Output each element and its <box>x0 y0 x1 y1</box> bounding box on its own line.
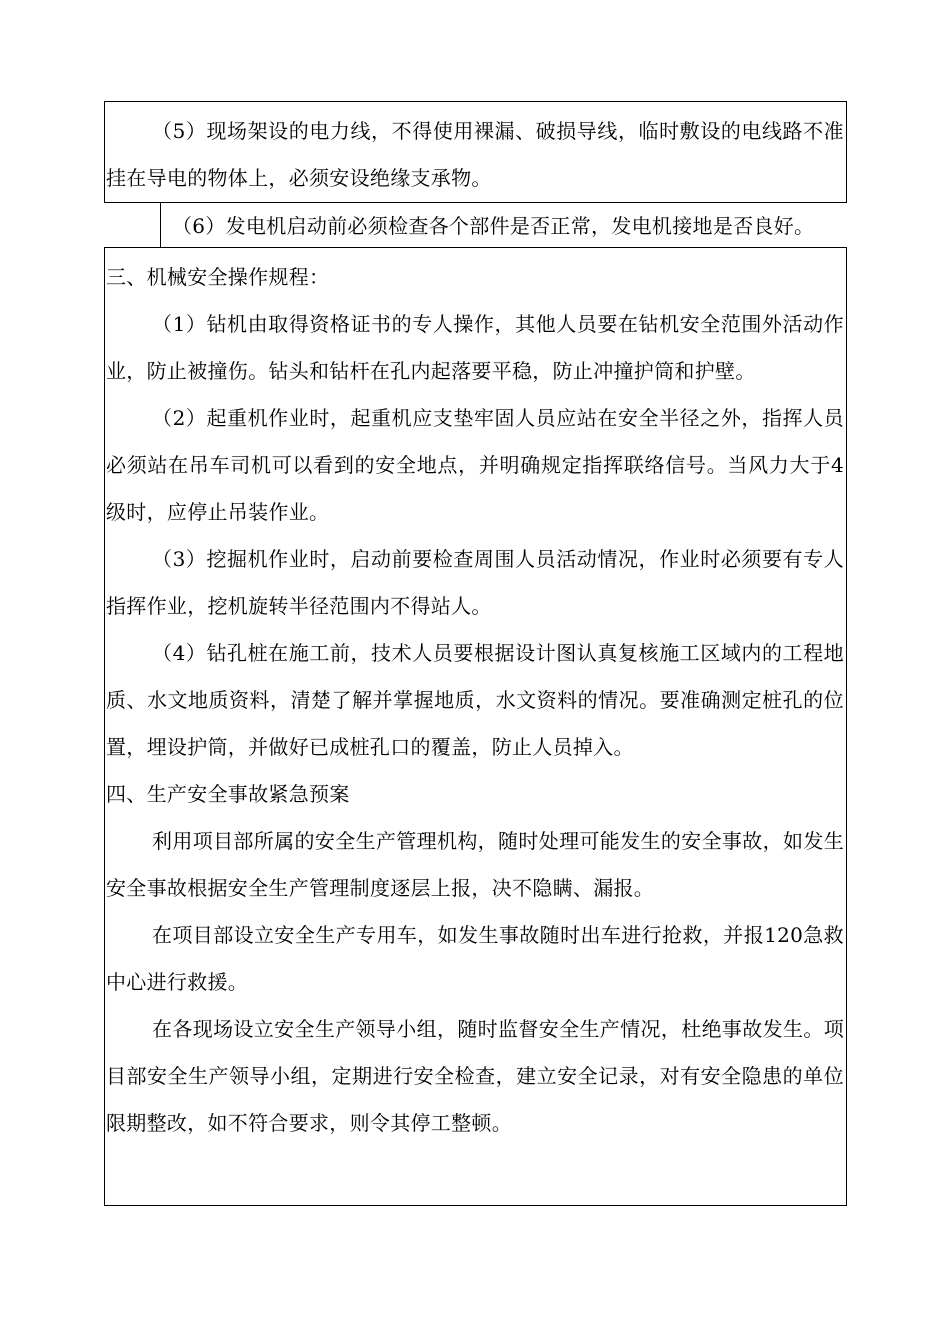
electric-item-6-cell <box>172 203 852 250</box>
electric-item-5: （5）现场架设的电力线，不得使用裸漏、破损导线，临时敷设的电线路不准挂在导电的物体上，必须安设绝缘支承物。 <box>106 119 844 190</box>
table-border-bottom <box>104 1205 847 1206</box>
section-3-item-3: （3）挖掘机作业时，启动前要检查周围人员活动情况，作业时必须要有专人指挥作业，挖机旋转半径范围内不得站人。 <box>106 547 844 618</box>
table-border-right-lower <box>846 247 847 1206</box>
electric-item-6: （6）发电机启动前必须检查各个部件是否正常，发电机接地是否良好。 <box>172 214 815 238</box>
electric-item-5-cell <box>106 108 844 202</box>
main-content-cell <box>106 254 844 1147</box>
section-3-heading: 三、机械安全操作规程： <box>106 265 330 289</box>
table-border-left-lower <box>104 247 105 1206</box>
table-inner-left-border <box>160 202 161 248</box>
section-4-paragraph-3: 在各现场设立安全生产领导小组，随时监督安全生产情况，杜绝事故发生。项目部安全生产领导小组，定期进行安全检查，建立安全记录，对有安全隐患的单位限期整改，如不符合要求，则令其停工整顿。 <box>106 1017 844 1135</box>
table-border-left-upper <box>104 101 105 203</box>
section-4-paragraph-2: 在项目部设立安全生产专用车，如发生事故随时出车进行抢救，并报120急救中心进行救援。 <box>106 923 844 994</box>
table-border-right-upper <box>846 101 847 203</box>
section-3-item-4: （4）钻孔桩在施工前，技术人员要根据设计图认真复核施工区域内的工程地质、水文地质资料，清楚了解并掌握地质，水文资料的情况。要准确测定桩孔的位置，埋设护筒，并做好已成桩孔口的覆盖，防止人员掉入。 <box>106 641 844 759</box>
table-border-top <box>104 101 847 102</box>
section-4-paragraph-1: 利用项目部所属的安全生产管理机构，随时处理可能发生的安全事故，如发生安全事故根据安全生产管理制度逐层上报，决不隐瞒、漏报。 <box>106 829 844 900</box>
section-3-item-1: （1）钻机由取得资格证书的专人操作，其他人员要在钻机安全范围外活动作业，防止被撞伤。钻头和钻杆在孔内起落要平稳，防止冲撞护筒和护壁。 <box>106 312 844 383</box>
section-4-heading: 四、生产安全事故紧急预案 <box>106 782 350 806</box>
section-3-item-2: （2）起重机作业时，起重机应支垫牢固人员应站在安全半径之外，指挥人员必须站在吊车司机可以看到的安全地点，并明确规定指挥联络信号。当风力大于4级时，应停止吊装作业。 <box>106 406 844 524</box>
